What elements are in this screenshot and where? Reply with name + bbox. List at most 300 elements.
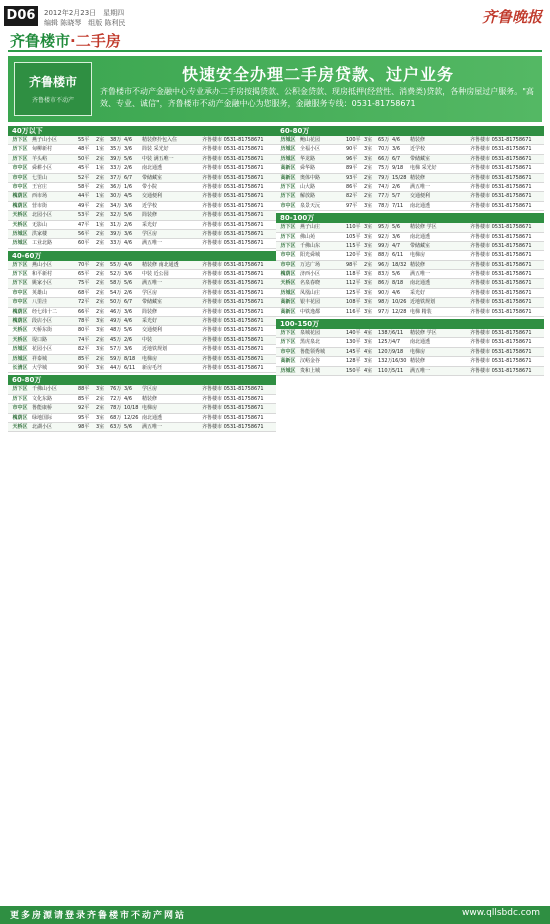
listing-rooms: 1室 <box>96 165 105 172</box>
listing-note: 近学校 <box>410 146 426 153</box>
listing-note: 满五唯一 <box>142 240 163 247</box>
listing-price: 30万 <box>110 193 122 200</box>
listing-size: 70平 <box>78 261 90 268</box>
listing-floor: 9/18 <box>392 165 404 172</box>
listing-community: 燕山小区 <box>32 261 53 268</box>
listing-contact: 齐鲁楼市 0531-81758671 <box>202 261 264 268</box>
listing-floor: 4/5 <box>124 193 133 200</box>
listing-size: 78平 <box>78 318 90 325</box>
listing-price: 59万 <box>110 355 122 362</box>
listings-left-column <box>8 126 276 906</box>
listing-district: 历下区 <box>280 193 296 200</box>
listing-note: 学区房 <box>142 230 158 237</box>
listing-rooms: 3室 <box>364 289 373 296</box>
listing-rooms: 3室 <box>364 308 373 315</box>
listing-row <box>8 155 276 164</box>
listing-floor: 3/6 <box>392 233 401 240</box>
listing-row <box>276 329 544 338</box>
price-group-heading: 100-150万 <box>276 319 544 329</box>
listing-note: 交通便利 <box>142 327 163 334</box>
listing-note: 交通便利 <box>142 193 163 200</box>
listing-price: 98万 <box>378 299 390 306</box>
listing-note: 南北通透 <box>410 339 431 346</box>
listing-district: 历下区 <box>280 183 296 190</box>
listing-rooms: 2室 <box>364 165 373 172</box>
listing-price: 52万 <box>110 271 122 278</box>
listing-community: 绿地国际 <box>32 414 53 421</box>
listing-rooms: 2室 <box>96 137 105 143</box>
listing-note: 采光好 <box>410 289 426 296</box>
listing-size: 93平 <box>346 174 358 181</box>
listing-note: 满五唯一 <box>410 367 431 374</box>
listing-district: 历下区 <box>280 233 296 240</box>
listing-rooms: 3室 <box>96 423 105 430</box>
listing-price: 70万 <box>378 146 390 153</box>
listing-row <box>8 385 276 394</box>
listing-community: 营市街 <box>32 202 48 209</box>
listing-contact: 齐鲁楼市 0531-81758671 <box>202 364 264 371</box>
listing-district: 市中区 <box>12 174 28 181</box>
listing-floor: 4/6 <box>124 395 133 402</box>
price-group <box>276 213 544 317</box>
listing-note: 近地铁规划 <box>142 346 168 353</box>
listing-community: 大学城 <box>32 364 48 371</box>
listing-size: 140平 <box>346 330 361 337</box>
listing-size: 75平 <box>78 280 90 287</box>
listing-district: 高新区 <box>280 358 296 365</box>
listing-community: 山大路 <box>300 183 316 190</box>
listing-note: 简装修 <box>142 308 158 315</box>
listing-district: 天桥区 <box>12 212 28 219</box>
listing-price: 50万 <box>110 299 122 306</box>
listing-community: 泉景天沅 <box>300 202 321 209</box>
listing-size: 49平 <box>78 202 90 209</box>
listing-contact: 齐鲁楼市 0531-81758671 <box>202 395 264 402</box>
listing-contact: 齐鲁楼市 0531-81758671 <box>470 155 532 162</box>
listing-community: 鲍山花园 <box>300 137 321 143</box>
listing-contact: 齐鲁楼市 0531-81758671 <box>470 224 532 231</box>
listing-community: 天桥东街 <box>32 327 53 334</box>
listing-rooms: 3室 <box>364 271 373 278</box>
listing-price: 46万 <box>110 308 122 315</box>
listing-size: 85平 <box>78 355 90 362</box>
listing-row <box>8 230 276 239</box>
listing-size: 116平 <box>346 308 361 315</box>
listing-floor: 8/18 <box>392 280 404 287</box>
banner-body-text: 齐鲁楼市不动产金融中心专业承办二手房按揭贷款、公积金贷款、现房抵押(经营性、消费类)贷款，各种房屋过户服务。"高效、专业、诚信"，齐鲁楼市不动产金融中心为您服务，金融服务专线：0531-81758671 <box>100 87 534 108</box>
listing-community: 千佛山东 <box>300 242 321 249</box>
listing-price: 36万 <box>110 183 122 190</box>
listing-price: 110万 <box>378 367 393 374</box>
listing-floor: 3/6 <box>124 271 133 278</box>
listing-floor: 3/6 <box>392 146 401 153</box>
listing-district: 高新区 <box>280 174 296 181</box>
listing-price: 38万 <box>110 137 122 143</box>
listing-price: 34万 <box>110 202 122 209</box>
listing-contact: 齐鲁楼市 0531-81758671 <box>470 289 532 296</box>
listing-row <box>8 395 276 404</box>
listing-rooms: 4室 <box>364 330 373 337</box>
listing-community: 燕子山庄 <box>300 224 321 231</box>
listing-rooms: 2室 <box>96 202 105 209</box>
listing-community: 七里山 <box>32 174 48 181</box>
listing-rooms: 2室 <box>96 174 105 181</box>
listing-contact: 齐鲁楼市 0531-81758671 <box>470 299 532 306</box>
listing-row <box>8 355 276 364</box>
listing-contact: 齐鲁楼市 0531-81758671 <box>202 155 264 162</box>
listing-price: 66万 <box>378 155 390 162</box>
listing-price: 31万 <box>110 221 122 228</box>
listing-contact: 齐鲁楼市 0531-81758671 <box>202 405 264 412</box>
listing-district: 历城区 <box>12 346 28 353</box>
listing-district: 历下区 <box>12 155 28 162</box>
section-title-sub: ·二手房 <box>70 32 121 50</box>
listing-contact: 齐鲁楼市 0531-81758671 <box>470 308 532 315</box>
listing-size: 100平 <box>346 137 361 143</box>
listing-price: 83万 <box>378 271 390 278</box>
listing-note: 南北通透 <box>142 414 163 421</box>
listing-floor: 15/28 <box>392 174 407 181</box>
listing-rooms: 2室 <box>96 261 105 268</box>
listing-floor: 6/11 <box>392 330 404 337</box>
listing-floor: 3/6 <box>124 308 133 315</box>
listing-rooms: 2室 <box>96 230 105 237</box>
listing-community: 舜华路 <box>300 165 316 172</box>
listing-contact: 齐鲁楼市 0531-81758671 <box>202 183 264 190</box>
listing-note: 精装修 学区 <box>410 224 437 231</box>
listing-contact: 齐鲁楼市 0531-81758671 <box>202 423 264 430</box>
listing-contact: 齐鲁楼市 0531-81758671 <box>470 242 532 249</box>
listing-district: 槐荫区 <box>12 318 28 325</box>
listing-floor: 4/6 <box>124 240 133 247</box>
listing-contact: 齐鲁楼市 0531-81758671 <box>202 230 264 237</box>
listing-floor: 4/7 <box>392 242 401 249</box>
listing-note: 中装 满五唯一 <box>142 155 174 162</box>
listing-community: 华龙路 <box>300 155 316 162</box>
listing-price: 63万 <box>110 423 122 430</box>
listing-community: 万达广场 <box>300 261 321 268</box>
listing-price: 88万 <box>378 252 390 259</box>
listing-row <box>8 211 276 220</box>
listing-note: 精装修 <box>410 174 426 181</box>
listing-district: 历下区 <box>12 271 28 278</box>
listing-price: 95万 <box>378 224 390 231</box>
listing-community: 千佛山小区 <box>32 386 58 393</box>
listing-price: 54万 <box>110 289 122 296</box>
listing-contact: 齐鲁楼市 0531-81758671 <box>202 346 264 353</box>
listing-note: 电梯 精装 <box>410 308 432 315</box>
ad-banner <box>8 56 542 122</box>
listing-size: 150平 <box>346 367 361 374</box>
listing-community: 阳光舜城 <box>300 252 321 259</box>
listing-size: 112平 <box>346 280 361 287</box>
listing-contact: 齐鲁楼市 0531-81758671 <box>202 289 264 296</box>
listing-row <box>276 174 544 183</box>
listing-note: 精装修 学区 <box>410 330 437 337</box>
listing-note: 采光好 <box>142 318 158 325</box>
listing-rooms: 2室 <box>96 405 105 412</box>
listing-note: 南北通透 <box>142 165 163 172</box>
footer-website-link[interactable]: www.qllsbdc.com <box>462 908 540 918</box>
listing-floor: 5/6 <box>124 155 133 162</box>
listing-floor: 12/28 <box>392 308 407 315</box>
listing-size: 90平 <box>78 364 90 371</box>
footer-promo-text: 更多房源请登录齐鲁楼市不动产网站 <box>10 911 187 921</box>
listing-floor: 1/6 <box>124 183 133 190</box>
listing-row <box>8 345 276 354</box>
listing-row <box>276 348 544 357</box>
listing-size: 82平 <box>346 193 358 200</box>
listing-rooms: 2室 <box>96 289 105 296</box>
listing-community: 佛山苑 <box>300 233 316 240</box>
listing-row <box>276 164 544 173</box>
section-title <box>10 30 121 51</box>
listing-rooms: 2室 <box>96 308 105 315</box>
listing-price: 138万 <box>378 330 393 337</box>
listing-row <box>276 308 544 317</box>
listing-price: 99万 <box>378 242 390 249</box>
listing-row <box>8 298 276 307</box>
listing-row <box>276 357 544 366</box>
listing-price: 44万 <box>110 364 122 371</box>
listing-contact: 齐鲁楼市 0531-81758671 <box>202 221 264 228</box>
listing-floor: 4/6 <box>124 261 133 268</box>
listing-price: 75万 <box>378 165 390 172</box>
listing-note: 带储藏室 <box>142 299 163 306</box>
listing-community: 羊头峪 <box>32 155 48 162</box>
listing-district: 市中区 <box>12 289 28 296</box>
listing-district: 历城区 <box>280 146 296 153</box>
listing-community: 八里洼 <box>32 299 48 306</box>
listing-price: 86万 <box>378 280 390 287</box>
listing-rooms: 2室 <box>96 395 105 402</box>
listing-community: 经七纬十二 <box>32 308 58 315</box>
listing-community: 汉峪金谷 <box>300 358 321 365</box>
issue-date: 2012年2月23日 星期四 <box>44 9 125 17</box>
listing-floor: 6/7 <box>124 174 133 181</box>
listing-row <box>8 289 276 298</box>
listing-rooms: 3室 <box>364 137 373 143</box>
listing-district: 历城区 <box>12 355 28 362</box>
listing-size: 58平 <box>78 183 90 190</box>
listing-rooms: 3室 <box>96 327 105 334</box>
listing-contact: 齐鲁楼市 0531-81758671 <box>202 299 264 306</box>
listing-row <box>276 251 544 260</box>
listing-contact: 齐鲁楼市 0531-81758671 <box>470 233 532 240</box>
listing-contact: 齐鲁楼市 0531-81758671 <box>202 386 264 393</box>
listing-row <box>8 145 276 154</box>
listing-size: 80平 <box>78 327 90 334</box>
listing-rooms: 2室 <box>364 174 373 181</box>
listing-floor: 5/6 <box>124 423 133 430</box>
listing-contact: 齐鲁楼市 0531-81758671 <box>202 193 264 200</box>
listing-rooms: 2室 <box>364 183 373 190</box>
listing-community: 黑虎泉北 <box>300 339 321 346</box>
listing-size: 74平 <box>78 336 90 343</box>
listing-community: 凤凰山庄 <box>300 289 321 296</box>
listing-note: 学区房 <box>142 289 158 296</box>
listing-price: 35万 <box>110 146 122 153</box>
listing-price: 57万 <box>110 346 122 353</box>
listing-district: 长清区 <box>12 364 28 371</box>
listing-contact: 齐鲁楼市 0531-81758671 <box>202 308 264 315</box>
listing-rooms: 3室 <box>364 224 373 231</box>
listing-row <box>276 270 544 279</box>
listing-floor: 3/6 <box>124 346 133 353</box>
listing-rooms: 2室 <box>96 212 105 219</box>
listing-size: 108平 <box>346 299 361 306</box>
listing-note: 南北通透 <box>410 202 431 209</box>
listing-floor: 10/18 <box>124 405 139 412</box>
listing-contact: 齐鲁楼市 0531-81758671 <box>470 183 532 190</box>
listing-floor: 5/6 <box>124 280 133 287</box>
listing-floor: 10/26 <box>392 299 407 306</box>
listing-size: 48平 <box>78 146 90 153</box>
listing-community: 无影山 <box>32 221 48 228</box>
listing-size: 130平 <box>346 339 361 346</box>
listing-price: 76万 <box>110 386 122 393</box>
listing-floor: 2/6 <box>124 336 133 343</box>
listing-district: 历下区 <box>12 386 28 393</box>
listing-district: 高新区 <box>280 165 296 172</box>
listing-note: 满五唯一 <box>410 271 431 278</box>
listing-row <box>8 364 276 373</box>
listing-floor: 3/6 <box>124 386 133 393</box>
listing-contact: 齐鲁楼市 0531-81758671 <box>202 137 264 143</box>
listing-row <box>8 221 276 230</box>
listing-size: 98平 <box>346 261 358 268</box>
price-group <box>8 375 276 432</box>
listing-community: 祥泰城 <box>32 355 48 362</box>
listing-rooms: 3室 <box>96 318 105 325</box>
listing-district: 天桥区 <box>12 336 28 343</box>
listing-contact: 齐鲁楼市 0531-81758671 <box>470 202 532 209</box>
listing-floor: 8/18 <box>124 355 136 362</box>
listing-district: 天桥区 <box>280 280 296 287</box>
listing-contact: 齐鲁楼市 0531-81758671 <box>202 336 264 343</box>
listing-rooms: 2室 <box>96 280 105 287</box>
listing-district: 历城区 <box>12 230 28 237</box>
listing-district: 槐荫区 <box>12 308 28 315</box>
listing-price: 48万 <box>110 327 122 334</box>
listing-community: 贵和上城 <box>300 367 321 374</box>
listing-price: 45万 <box>110 336 122 343</box>
listing-district: 历下区 <box>12 137 28 143</box>
listing-district: 历下区 <box>12 395 28 402</box>
listing-floor: 7/11 <box>392 202 404 209</box>
listing-price: 79万 <box>378 174 390 181</box>
listing-community: 中铁逸都 <box>300 308 321 315</box>
listing-contact: 齐鲁楼市 0531-81758671 <box>470 261 532 268</box>
title-divider <box>8 50 542 52</box>
listing-row <box>276 233 544 242</box>
listing-rooms: 3室 <box>364 339 373 346</box>
price-group <box>276 319 544 376</box>
listing-row <box>8 326 276 335</box>
listing-contact: 齐鲁楼市 0531-81758671 <box>470 358 532 365</box>
listing-note: 精装修 <box>410 261 426 268</box>
listing-note: 简装修 <box>142 212 158 219</box>
listing-floor: 6/7 <box>124 299 133 306</box>
listing-district: 历下区 <box>280 339 296 346</box>
listing-community: 名泉春晓 <box>300 280 321 287</box>
listing-row <box>8 423 276 432</box>
listing-floor: 4/6 <box>392 289 401 296</box>
listing-community: 文化东路 <box>32 395 53 402</box>
listing-contact: 齐鲁楼市 0531-81758671 <box>470 193 532 200</box>
listing-price: 33万 <box>110 240 122 247</box>
listing-community: 燕子山小区 <box>32 137 58 143</box>
listing-rooms: 3室 <box>96 364 105 371</box>
listing-rooms: 3室 <box>364 299 373 306</box>
listing-size: 115平 <box>346 242 361 249</box>
listing-price: 120万 <box>378 348 393 355</box>
listing-note: 精装修 <box>410 137 426 143</box>
listing-row <box>8 192 276 201</box>
listing-size: 85平 <box>78 395 90 402</box>
listing-note: 精装修拎包入住 <box>142 137 178 143</box>
listing-rooms: 2室 <box>96 355 105 362</box>
listing-note: 中装 <box>142 336 153 343</box>
listing-district: 市中区 <box>12 405 28 412</box>
listings-right-column <box>276 126 544 906</box>
listing-district: 市中区 <box>12 299 28 306</box>
listing-contact: 齐鲁楼市 0531-81758671 <box>202 414 264 421</box>
listing-district: 历下区 <box>280 224 296 231</box>
listing-size: 52平 <box>78 174 90 181</box>
listing-size: 55平 <box>78 137 90 143</box>
listing-row <box>276 192 544 201</box>
listing-district: 槐荫区 <box>12 414 28 421</box>
listing-contact: 齐鲁楼市 0531-81758671 <box>202 165 264 172</box>
page-number: D06 <box>4 6 38 26</box>
listing-size: 90平 <box>346 146 358 153</box>
listing-floor: 9/18 <box>392 348 404 355</box>
listing-rooms: 2室 <box>96 183 105 190</box>
listing-district: 历下区 <box>12 146 28 153</box>
listing-price: 125万 <box>378 339 393 346</box>
listing-note: 简装 采光好 <box>142 146 169 153</box>
listing-community: 甸柳新村 <box>32 146 53 153</box>
listing-contact: 齐鲁楼市 0531-81758671 <box>470 339 532 346</box>
listing-contact: 齐鲁楼市 0531-81758671 <box>470 174 532 181</box>
listing-district: 历下区 <box>12 280 28 287</box>
listing-size: 96平 <box>346 155 358 162</box>
section-title-main: 齐鲁楼市 <box>10 32 71 50</box>
listing-district: 高新区 <box>280 308 296 315</box>
listing-rooms: 1室 <box>96 146 105 153</box>
listing-community: 北园小区 <box>32 212 53 219</box>
listing-note: 精装修 <box>142 395 158 402</box>
listing-size: 72平 <box>78 299 90 306</box>
listing-rooms: 2室 <box>96 240 105 247</box>
listing-community: 和平新村 <box>32 271 53 278</box>
listing-row <box>8 414 276 423</box>
listing-note: 满五唯一 <box>142 280 163 287</box>
listing-price: 132万 <box>378 358 393 365</box>
listing-community: 英雄山 <box>32 289 48 296</box>
listing-district: 市中区 <box>12 183 28 190</box>
listing-floor: 4/6 <box>124 318 133 325</box>
listing-row <box>8 136 276 145</box>
listing-community: 北湖小区 <box>32 423 53 430</box>
listing-price: 77万 <box>378 193 390 200</box>
price-group-heading: 40万以下 <box>8 126 276 136</box>
listing-contact: 齐鲁楼市 0531-81758671 <box>470 280 532 287</box>
listing-note: 带储藏室 <box>142 174 163 181</box>
listing-row <box>8 202 276 211</box>
listing-note: 满五唯一 <box>410 183 431 190</box>
